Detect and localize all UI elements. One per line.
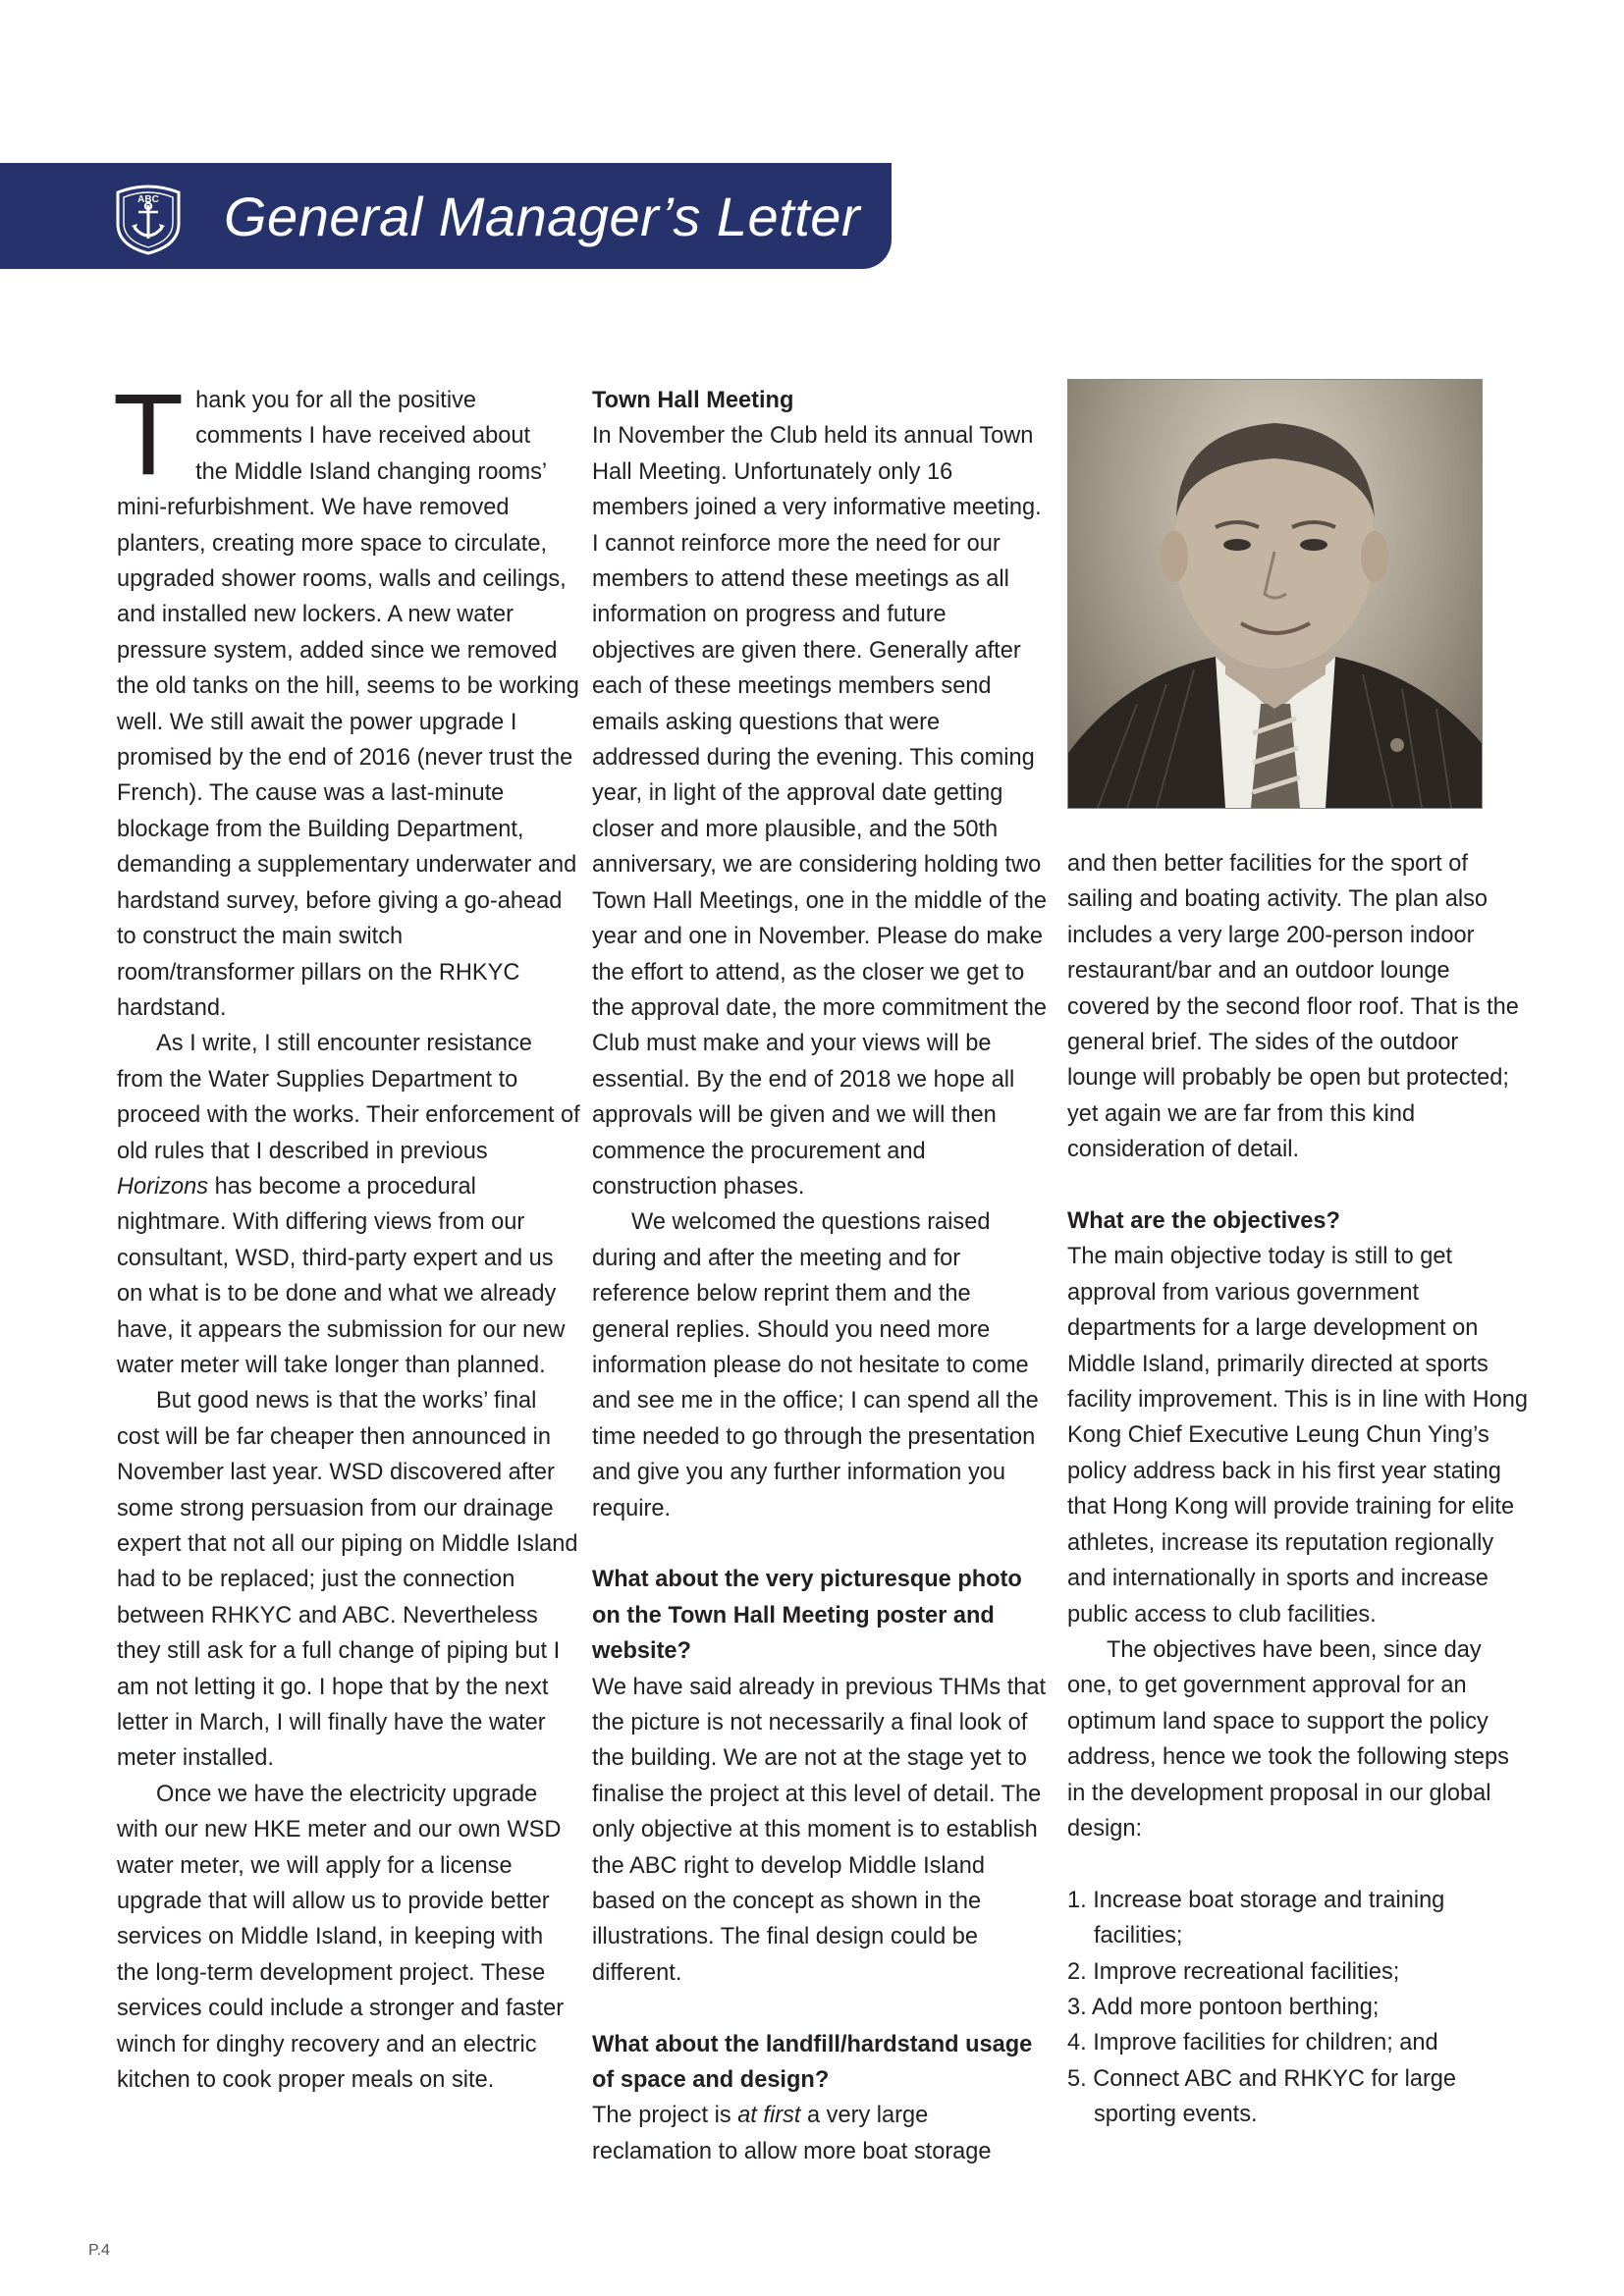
objectives-list — [1067, 1883, 1529, 2133]
intro-text: mini-refurbishment. We have removed planters, creating more space to circulate, upgraded shower rooms, walls and ceilings, and installed new lockers. A new water pressure system, added since we removed the old tanks on the hill, seems to be working well. We still await the power upgrade I promised by the end of 2016 (never trust the French). The cause was a last-minute blockage from the Building Department, demanding a supplementary underwater and hardstand survey, before giving a go-ahead to construct the main switch room/transformer pillars on the RHKYC hardstand. — [117, 495, 579, 1021]
intro-line: the Middle Island changing rooms’ — [195, 458, 548, 485]
section-heading: What are the objectives? — [1067, 1208, 1340, 1235]
intro-line: comments I have received about — [195, 423, 531, 450]
paragraph: Once we have the electricity upgrade with our new HKE meter and our own WSD water meter, we will apply for a license upgrade that will allow us to provide better services on Middle Island, in keeping with the long-term development project. These services could include a stronger and faster winch for dinghy recovery and an electric kitchen to cook proper meals on site. — [117, 1781, 565, 2094]
header-band — [0, 163, 892, 269]
paragraph-text: a very large reclamation to allow more boat storage — [592, 2103, 992, 2164]
list-item: 1. Increase boat storage and training facilities; — [1067, 1887, 1445, 1949]
paragraph-text: The project is — [592, 2103, 738, 2129]
section-heading: What about the very picturesque photo on the Town Hall Meeting poster and website? — [592, 1567, 1022, 1665]
paragraph: But good news is that the works’ final cost will be far cheaper then announced in November last year. WSD discovered after some strong persuasion from our drainage expert that not all our piping on Middle Island had to be replaced; just the connection between RHKYC and ABC. Nevertheless they still ask for a full change of piping but I am not letting it go. I hope that by the next letter in March, I will finally have the water meter installed. — [117, 1388, 578, 1772]
list-item: 5. Connect ABC and RHKYC for large sporting events. — [1067, 2065, 1457, 2128]
portrait-image — [1068, 380, 1482, 808]
paragraph: In November the Club held its annual Town Hall Meeting. Unfortunately only 16 members joined a very informative meeting. I cannot reinforce more the need for our members to attend these meetings as all information on progress and future objectives are given there. Generally after each of these meetings members send emails asking questions that were addressed during the evening. This coming year, in light of the approval date getting closer and more plausible, and the 50th anniversary, we are considering holding two Town Hall Meetings, one in the middle of the year and one in November. Please do make the effort to attend, as the closer we get to the approval date, the more commitment the Club must make and your views will be essential. By the end of 2018 we hope all approvals will be given and we will then commence the procurement and construction phases. — [592, 423, 1047, 1200]
list-item: 3. Add more pontoon berthing; — [1067, 1994, 1380, 2020]
paragraph: We have said already in previous THMs that the picture is not necessarily a final look of the building. We are not at the stage yet to finalise the project at this level of detail. The only objective at this moment is to establish the ABC right to develop Middle Island based on the concept as shown in the illustrations. The final design could be different. — [592, 1674, 1047, 1986]
list-item: 4. Improve facilities for children; and — [1067, 2030, 1438, 2056]
intro-paragraph — [113, 370, 580, 1026]
page-title: General Manager’s Letter — [224, 186, 861, 247]
drop-cap: T — [113, 370, 185, 500]
emphasis: at first — [737, 2103, 801, 2129]
spacer — [1067, 1168, 1529, 1203]
section-heading: What about the landfill/hardstand usage of space and design? — [592, 2031, 1033, 2094]
paragraph: The main objective today is still to get approval from various government departments for a large development on Middle Island, primarily directed at sports facility improvement. This is in line with Hong Kong Chief Executive Leung Chun Ying’s policy address back in his first year stating that Hong Kong will provide training for elite athletes, increase its reputation regionally and internationally in sports and increase public access to club facilities. — [1067, 1244, 1528, 1628]
section-heading: Town Hall Meeting — [592, 388, 794, 413]
logo-text: ABC — [137, 194, 159, 205]
spacer — [592, 1991, 1054, 2026]
column-3 — [1067, 846, 1529, 2133]
paragraph: We welcomed the questions raised during and after the meeting and for reference below reprint them and the general replies. Should you need more information please do not hesitate to come and see me in the office; I can spend all the time needed to go through the presentation and give you any further information you require. — [592, 1209, 1039, 1522]
list-item: 2. Improve recreational facilities; — [1067, 1958, 1400, 1985]
club-crest-logo — [110, 179, 187, 255]
spacer — [1067, 1846, 1529, 1882]
paragraph: The objectives have been, since day one, to get government approval for an optimum land space to support the policy address, hence we took the following steps in the development proposal in our global design: — [1067, 1636, 1509, 1842]
spacer — [592, 1526, 1054, 1562]
paragraph-text: has become a procedural nightmare. With differing views from our consultant, WSD, third-party expert and us on what is to be done and what we already have, it appears the submission for our new water meter will take longer than planned. — [117, 1173, 566, 1378]
paragraph — [592, 2098, 1054, 2169]
column-2 — [592, 383, 1054, 2169]
paragraph — [117, 1026, 580, 1383]
paragraph-text: As I write, I still encounter resistance from the Water Supplies Department to proceed with the works. Their enforcement of old rules that I described in previous — [117, 1031, 580, 1164]
intro-line: hank you for all the positive — [195, 388, 477, 413]
page-number: P.4 — [88, 2242, 110, 2259]
paragraph: and then better facilities for the sport of sailing and boating activity. The plan also includes a very large 200-person indoor restaurant/bar and an outdoor lounge covered by the second floor roof. That is the general brief. The sides of the outdoor lounge will probably be open but protected; yet again we are far from this kind consideration of detail. — [1067, 851, 1519, 1163]
portrait-photo — [1067, 379, 1483, 809]
publication-name: Horizons — [117, 1173, 209, 1200]
column-1 — [113, 370, 580, 2099]
